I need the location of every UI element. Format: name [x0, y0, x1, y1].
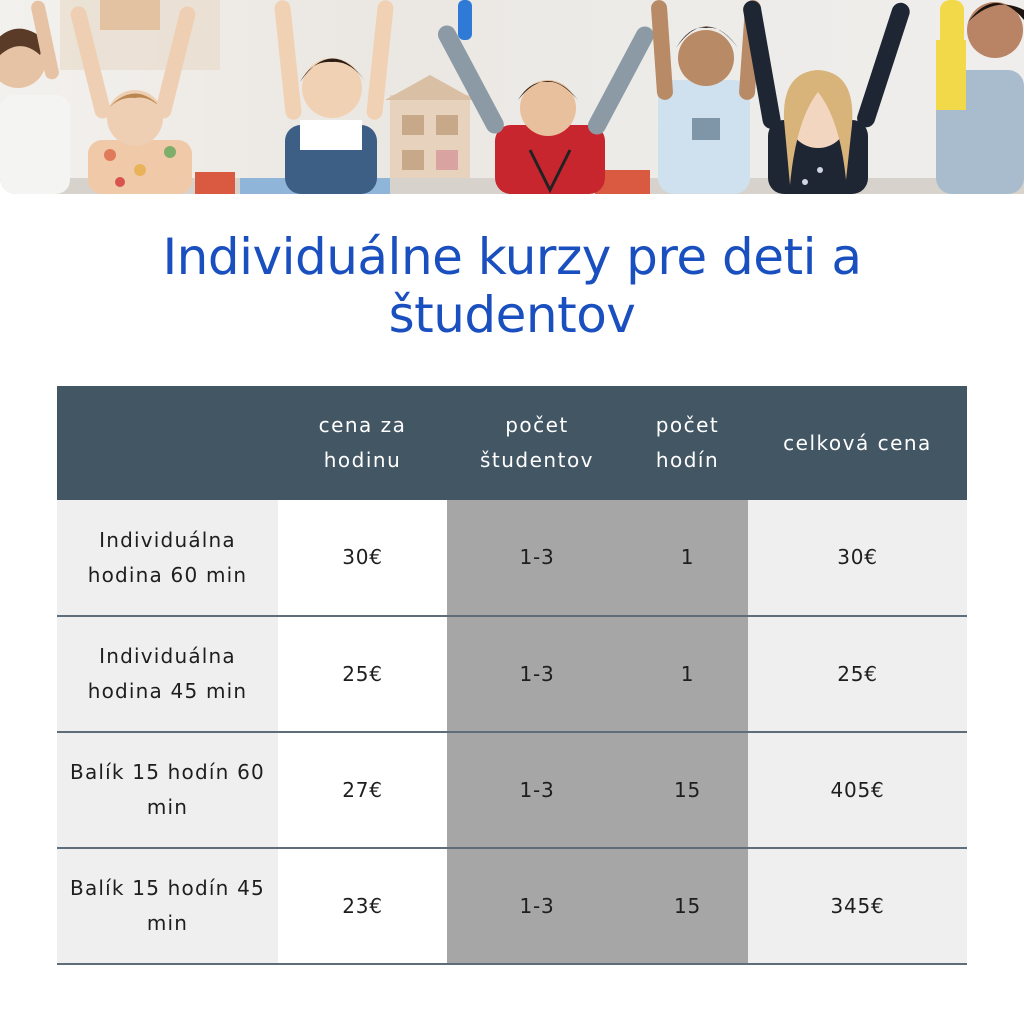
price-per-hour: 27€: [278, 732, 447, 848]
student-count: 1-3: [447, 732, 627, 848]
course-name: Individuálna hodina 45 min: [57, 616, 278, 732]
course-name: Balík 15 hodín 45 min: [57, 848, 278, 964]
total-price: 345€: [748, 848, 967, 964]
hour-count: 1: [627, 616, 748, 732]
student-count: 1-3: [447, 500, 627, 616]
header-hour-count: počet hodín: [655, 413, 720, 472]
pricing-table: [57, 386, 967, 965]
table-row: [57, 848, 967, 964]
page-title: Individuálne kurzy pre deti a študentov: [162, 228, 862, 344]
table-body: [57, 500, 967, 964]
course-name: Individuálna hodina 60 min: [57, 500, 278, 616]
student-count: 1-3: [447, 848, 627, 964]
total-price: 25€: [748, 616, 967, 732]
hour-count: 15: [627, 848, 748, 964]
course-name: Balík 15 hodín 60 min: [57, 732, 278, 848]
price-per-hour: 30€: [278, 500, 447, 616]
student-count: 1-3: [447, 616, 627, 732]
hero-photo: [0, 0, 1024, 194]
hour-count: 1: [627, 500, 748, 616]
table-row: [57, 616, 967, 732]
header-price-per-hour: cena za hodinu: [318, 413, 407, 472]
hour-count: 15: [627, 732, 748, 848]
header-total-price: celková cena: [783, 430, 932, 455]
hero-illustration: [0, 0, 1024, 194]
total-price: 405€: [748, 732, 967, 848]
table-row: [57, 500, 967, 616]
table-row: [57, 732, 967, 848]
price-per-hour: 23€: [278, 848, 447, 964]
header-student-count: počet študentov: [479, 413, 595, 472]
header-empty: [57, 386, 278, 500]
table-header: [57, 386, 967, 500]
price-per-hour: 25€: [278, 616, 447, 732]
header-row: [57, 386, 967, 500]
total-price: 30€: [748, 500, 967, 616]
